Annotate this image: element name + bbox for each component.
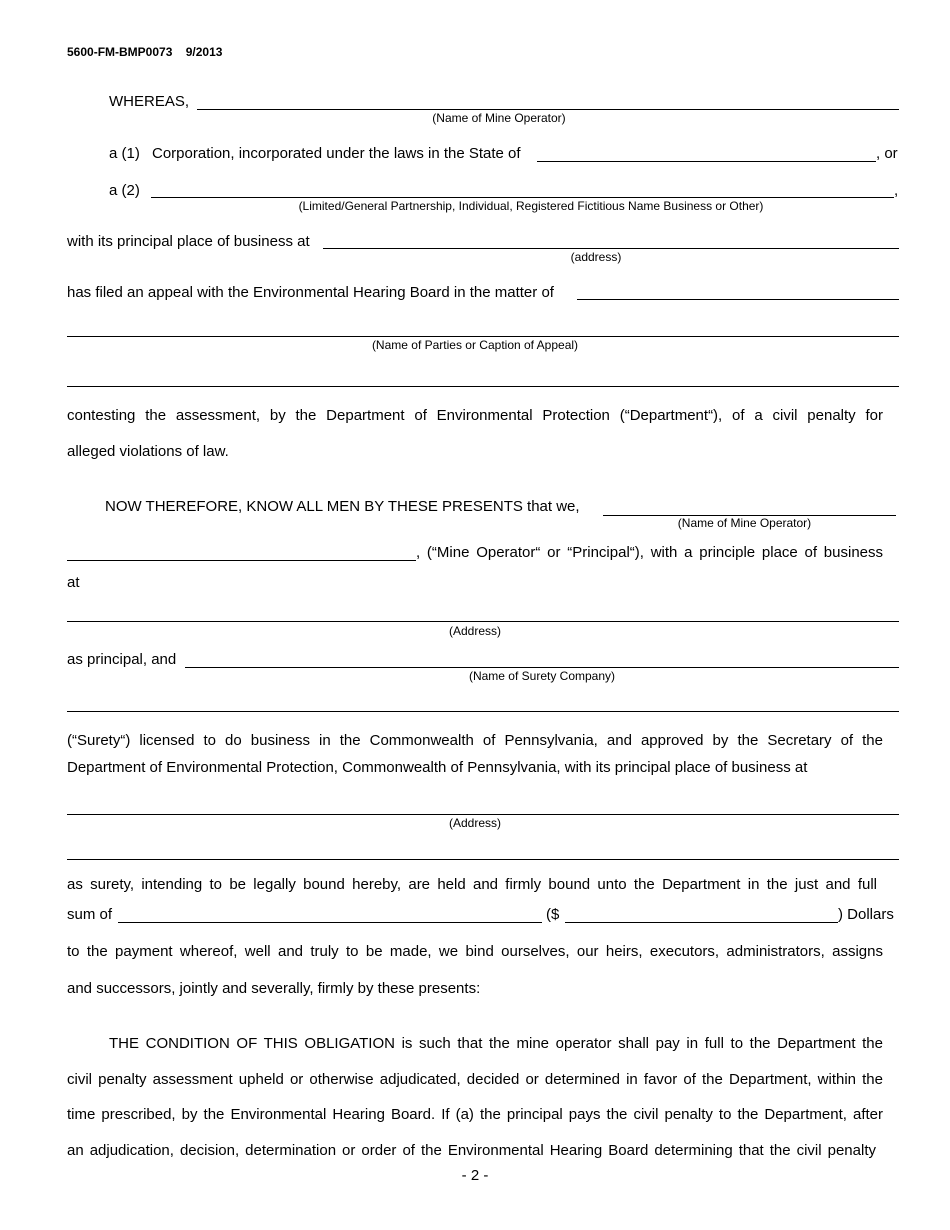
condition-line-2: civil penalty assessment upheld or otherwise adjudicated, decided or determined in favor of the Department, within the <box>67 1071 883 1088</box>
bound-line-3: to the payment whereof, well and truly to be made, we bind ourselves, our heirs, executors, administrators, assigns <box>67 943 883 960</box>
operator-address-field[interactable] <box>67 621 899 622</box>
form-code-header <box>67 45 222 59</box>
at-label: at <box>67 574 80 591</box>
state-of-incorporation-field[interactable] <box>537 161 876 162</box>
sum-words-field[interactable] <box>118 922 542 923</box>
surety-name-field[interactable] <box>185 667 899 668</box>
surety-line-2: Department of Environmental Protection, Commonwealth of Pennsylvania, with its principal place of business at <box>67 759 808 776</box>
bound-line-1: as surety, intending to be legally bound hereby, are held and firmly bound unto the Department in the just and full <box>67 876 877 893</box>
principal-place-label: with its principal place of business at <box>67 233 310 250</box>
option1-suffix: , or <box>876 145 898 162</box>
whereas-label: WHEREAS, <box>109 93 190 110</box>
option2-prefix: a (2) <box>109 182 140 199</box>
operator-address-caption: (Address) <box>448 624 501 638</box>
appeal-caption-field-2[interactable] <box>67 386 899 387</box>
option1-prefix: a (1) <box>109 145 140 162</box>
surety-label: as principal, and <box>67 651 177 668</box>
appeal-label: has filed an appeal with the Environmental Hearing Board in the matter of <box>67 284 554 301</box>
dollar-close: ) Dollars <box>838 906 894 923</box>
principal-address-field[interactable] <box>323 248 899 249</box>
mine-operator-name-caption: (Name of Mine Operator) <box>432 111 566 125</box>
appeal-caption-field[interactable] <box>67 336 899 337</box>
surety-address-caption: (Address) <box>448 816 501 830</box>
option2-suffix: , <box>894 182 899 199</box>
operator-name-continued-field[interactable] <box>67 560 416 561</box>
dollar-open: ($ <box>546 906 560 923</box>
condition-line-4: an adjudication, decision, determination or order of the Environmental Hearing Board determining that the civil penalty <box>67 1142 876 1159</box>
now-therefore-continuation: , (“Mine Operator“ or “Principal“), with a principle place of business <box>416 544 883 561</box>
contesting-line-1: contesting the assessment, by the Department of Environmental Protection (“Department“), of a civil penalty for <box>67 407 883 424</box>
condition-line-1: THE CONDITION OF THIS OBLIGATION is such that the mine operator shall pay in full to the Department the <box>109 1035 883 1052</box>
mine-operator-name-field[interactable] <box>197 109 899 110</box>
sum-amount-field[interactable] <box>565 922 838 923</box>
form-code: 5600-FM-BMP0073 <box>67 45 173 59</box>
surety-address-field-2[interactable] <box>67 859 899 860</box>
page-number: - 2 - <box>461 1167 489 1184</box>
now-therefore-operator-caption: (Name of Mine Operator) <box>677 516 812 530</box>
principal-address-caption: (address) <box>570 250 622 264</box>
option1-text: Corporation, incorporated under the laws in the State of <box>152 145 521 162</box>
surety-name-caption: (Name of Surety Company) <box>468 669 616 683</box>
surety-line-1: (“Surety“) licensed to do business in the Commonwealth of Pennsylvania, and approved by the Secretary of the <box>67 732 883 749</box>
condition-line-3: time prescribed, by the Environmental Hearing Board. If (a) the principal pays the civil penalty to the Department, after <box>67 1106 883 1123</box>
business-type-caption: (Limited/General Partnership, Individual, Registered Fictitious Name Business or Other) <box>298 199 764 213</box>
business-type-field[interactable] <box>151 197 894 198</box>
appeal-matter-field[interactable] <box>577 299 899 300</box>
surety-address-field[interactable] <box>67 814 899 815</box>
appeal-caption-caption: (Name of Parties or Caption of Appeal) <box>371 338 579 352</box>
form-date: 9/2013 <box>185 45 223 59</box>
bound-line-4: and successors, jointly and severally, firmly by these presents: <box>67 980 481 997</box>
sum-label: sum of <box>67 906 113 923</box>
now-therefore-label: NOW THEREFORE, KNOW ALL MEN BY THESE PRESENTS that we, <box>105 498 580 515</box>
contesting-line-2: alleged violations of law. <box>67 443 229 460</box>
surety-name-field-2[interactable] <box>67 711 899 712</box>
